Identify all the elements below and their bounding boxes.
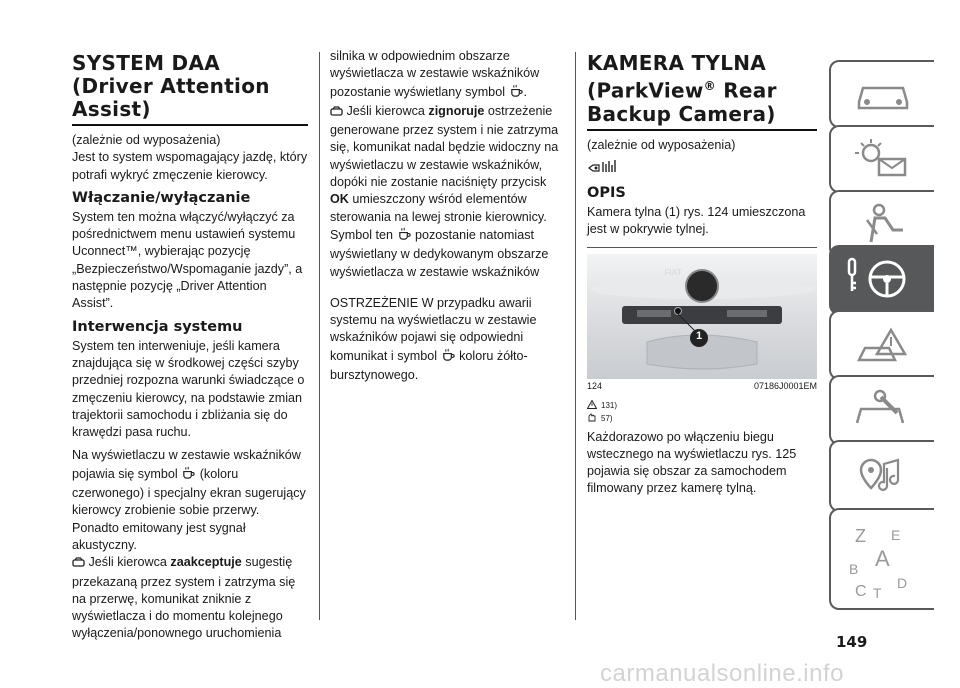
warning-ref-row (587, 399, 817, 412)
ignore-text-d: pozostanie natomiast wyświetlany w dedykowanym obszarze wyświetlacza w zestawie wskaźników (330, 227, 549, 279)
reverse-gear-paragraph: Każdorazowo po włączeniu biegu wstecznego na wyświetlaczu rys. 125 pojawia się obszar za samochodem filmowany przez kamerę tylną. (587, 429, 797, 496)
keyword-accept: zaakceptuje (170, 555, 242, 570)
warning-refs (587, 399, 817, 425)
tab-multimedia[interactable] (829, 440, 934, 512)
key-steering-wheel-icon (843, 255, 915, 305)
caution-hand-icon (587, 413, 597, 424)
warning-triangle-car-icon (853, 324, 913, 368)
index-letter-z: Z (855, 526, 866, 546)
index-letter-a: A (875, 546, 890, 571)
continuation-paragraph (330, 48, 562, 103)
continuation-text-b: . (523, 84, 527, 99)
caution-ref-57: 57) (601, 413, 613, 423)
alphabetical-index-icon (843, 516, 923, 606)
tab-alphabetical-index[interactable] (829, 508, 934, 610)
index-letter-t: T (873, 585, 882, 601)
ok-button-label: OK (330, 192, 349, 207)
parkview-camera-icon (587, 158, 817, 179)
symbol-text-a: Na wyświetlaczu w zestawie wskaźników pojawia się symbol (72, 448, 301, 481)
camera-description: Kamera tylna (1) rys. 124 umieszczona jest w pokrywie tylnej. (587, 204, 806, 237)
title-line-3: Backup Camera) (587, 101, 776, 126)
car-reference-icon (330, 105, 343, 122)
tab-starting-driving[interactable] (829, 245, 934, 315)
lights-envelope-icon (853, 137, 913, 181)
section-title-daa: SYSTEM DAA (Driver Attention Assist) (72, 52, 308, 126)
tab-maintenance[interactable] (829, 375, 934, 445)
tab-dashboard[interactable] (829, 60, 934, 128)
multimedia-gps-icon (853, 454, 913, 502)
car-dashboard-icon (853, 74, 913, 114)
warning-paragraph (330, 295, 562, 384)
car-reference-icon (72, 556, 85, 573)
index-letter-d: D (897, 575, 908, 591)
figure-code: 07186J0001EM (753, 380, 817, 391)
accept-paragraph (72, 554, 308, 642)
tab-lights[interactable] (829, 125, 934, 193)
registered-mark: ® (703, 79, 716, 93)
caution-ref-row (587, 412, 817, 425)
coffee-cup-icon (181, 465, 196, 485)
column-daa-continued (330, 48, 562, 384)
subheading-intervention: Interwencja systemu (72, 318, 243, 335)
subheading-description: OPIS (587, 184, 626, 201)
car-wrench-icon (853, 389, 913, 433)
title-line-2a: (ParkView (587, 78, 704, 103)
column-divider (319, 52, 320, 620)
availability-note: (zależnie od wyposażenia) (587, 137, 736, 152)
warning-text-a: OSTRZEŻENIE W przypadku awarii systemu na wyświetlaczu w zestawie wskaźników pojawi się odpowiedni komunikat i symbol (330, 295, 537, 363)
coffee-cup-icon (397, 226, 412, 246)
continuation-text-a: silnika w odpowiednim obszarze wyświetlacza w zestawie wskaźników pozostanie wyświetlany symbol (330, 49, 540, 99)
symbol-text-b: (koloru czerwonego) i specjalny ekran sugerujący kierowcy zrobienie sobie przerwy. Ponadto emitowany jest sygnał akustyczny. (72, 466, 306, 552)
column-daa (72, 52, 308, 643)
index-letter-b: B (849, 561, 859, 577)
coffee-cup-icon (441, 347, 456, 367)
title-line-2b: Rear (715, 78, 777, 103)
availability-note: (zależnie od wyposażenia) (72, 133, 221, 147)
index-letter-e: E (891, 527, 901, 543)
tailgate-camera-figure (587, 254, 817, 379)
page-number: 149 (836, 633, 868, 651)
ignore-paragraph (330, 103, 562, 281)
figure-caption (587, 381, 817, 391)
section-title-rear-camera (587, 52, 817, 131)
warning-triangle-icon (587, 400, 597, 411)
keyword-ignore: zignoruje (428, 103, 485, 118)
tailgate-illustration (587, 254, 817, 379)
warning-ref-131: 131) (601, 400, 618, 410)
column-rear-camera (587, 52, 817, 498)
index-letter-c: C (855, 583, 867, 600)
ignore-text-a: Jeśli kierowca (346, 103, 425, 118)
warning-text-b: koloru żółto-bursztynowego. (330, 348, 528, 383)
accept-text-b: sugestię przekazaną przez system i zatrzyma się na przerwę, komunikat zniknie z wyświetlacza i do momentu kolejnego wyłączenia/ponownego uruchomienia (72, 555, 296, 641)
figure-callout-1: 1 (695, 329, 703, 342)
accept-text-a: Jeśli kierowca (88, 555, 167, 570)
activation-paragraph: System ten można włączyć/wyłączyć za pośrednictwem menu ustawień systemu Uconnect™, wybierając pozycję „Bezpieczeństwo/Wspomaganie jazdy”, a następnie pozycję „Driver Attention Assist”. (72, 209, 303, 311)
column-divider (575, 52, 576, 620)
fiat-logo: FIAT (664, 267, 682, 277)
seat-airbag-icon (853, 202, 913, 246)
title-line-1: KAMERA TYLNA (587, 51, 767, 75)
subheading-activation: Włączanie/wyłączanie (72, 189, 251, 206)
tab-emergency[interactable] (829, 310, 934, 380)
figure-top-rule (587, 247, 817, 248)
daa-intro-paragraph: Jest to system wspomagający jazdę, który potrafi wykryć zmęczenie kierowcy. (72, 150, 308, 182)
ignore-text-b: ostrzeżenie generowane przez system i nie zatrzyma się, komunikat nadal będzie widoczny na wyświetlaczu w zestawie wskaźników, dopóki nie zostanie naciśnięty przycisk (330, 103, 559, 190)
figure-number: 124 (587, 380, 603, 391)
site-watermark: carmanualsonline.info (600, 660, 844, 687)
symbol-paragraph (72, 447, 308, 554)
ignore-text-c: umieszczony wśród elementów sterowania na lewej stronie kierownicy. Symbol ten (330, 192, 547, 242)
intervention-paragraph: System ten interweniuje, jeśli kamera znajdująca się w środkowej części szyby przedniej rozpozna warunki świadczące o zmęczeniu kierowcy, na podstawie zmian trajektorii samochodu i zbliżania się do krawędzi pasa ruchu. (72, 338, 305, 440)
coffee-cup-icon (509, 83, 524, 103)
